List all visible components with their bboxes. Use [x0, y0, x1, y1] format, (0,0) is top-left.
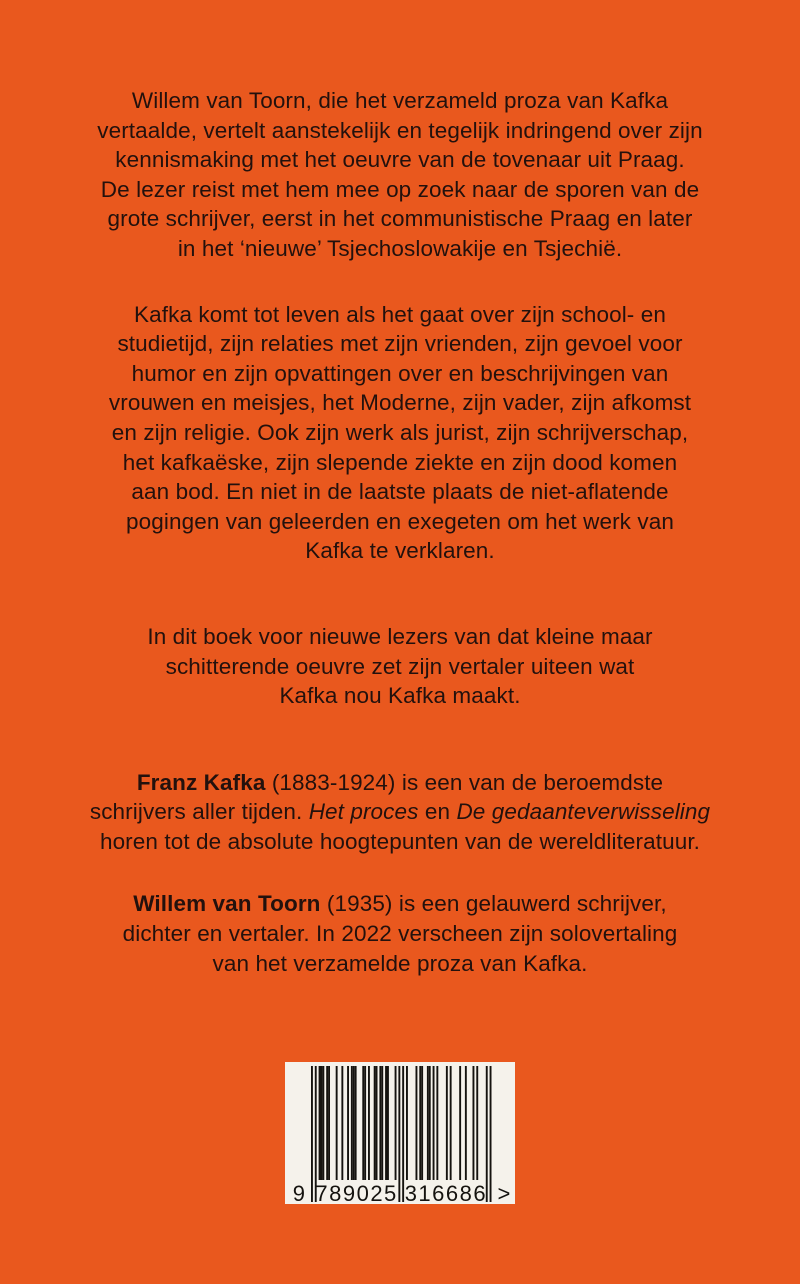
text-line: Franz Kafka (1883-1924) is een van de beroemdste [136, 769, 664, 795]
barcode-bar [374, 1066, 376, 1180]
text-line: aan bod. En niet in de laatste plaats de niet-aflatende [131, 479, 669, 505]
barcode-bar [347, 1066, 349, 1180]
barcode-bars [285, 1062, 515, 1204]
barcode-bar [429, 1066, 431, 1180]
barcode-bar [427, 1066, 429, 1180]
text-line: vertaalde, vertelt aanstekelijk en tegelijk indringend over zijn [97, 117, 703, 143]
barcode-digits-group1: 789025 [315, 1181, 398, 1205]
barcode-bar [351, 1066, 353, 1180]
text-line: schitterende oeuvre zet zijn vertaler uiteen wat [165, 653, 635, 679]
barcode-bar [328, 1066, 330, 1180]
text-line: studietijd, zijn relaties met zijn vrienden, zijn gevoel voor [117, 331, 683, 357]
paragraph-pitch [50, 622, 750, 711]
text-line: grote schrijver, eerst in het communistische Praag en later [107, 206, 693, 232]
barcode-bar [421, 1066, 423, 1180]
text-line: Willem van Toorn (1935) is een gelauwerd schrijver, [133, 891, 667, 917]
barcode-bar [433, 1066, 435, 1180]
text-line: en zijn religie. Ook zijn werk als jurist, zijn schrijverschap, [111, 419, 689, 445]
text-line: Kafka nou Kafka maakt. [279, 683, 521, 709]
barcode-bar [406, 1066, 408, 1180]
text-line: Kafka komt tot leven als het gaat over zijn school- en [134, 301, 666, 327]
barcode-bar [379, 1066, 381, 1180]
text-line: in het ‘nieuwe’ Tsjechoslowakije en Tsjechië. [177, 235, 623, 261]
barcode-bar [450, 1066, 452, 1180]
barcode-bar [465, 1066, 467, 1180]
barcode-bar [362, 1066, 364, 1180]
barcode-bar [395, 1066, 397, 1180]
barcode-bar [341, 1066, 343, 1180]
barcode-bar [364, 1066, 366, 1180]
barcode-bar [398, 1066, 400, 1202]
isbn-barcode [285, 1062, 515, 1204]
barcode-bar [476, 1066, 478, 1180]
text-line: vrouwen en meisjes, het Moderne, zijn vader, zijn afkomst [108, 390, 692, 416]
paragraph-bio-franz-kafka [50, 768, 750, 857]
text-line: Kafka te verklaren. [305, 538, 495, 564]
text-line: De lezer reist met hem mee op zoek naar de sporen van de [100, 176, 700, 202]
barcode-bar [419, 1066, 421, 1180]
barcode-bar [385, 1066, 387, 1180]
barcode-bar [353, 1066, 355, 1180]
paragraph-bio-willem-van-toorn [50, 889, 750, 978]
barcode-bar [473, 1066, 475, 1180]
text-line: schrijvers aller tijden. Het proces en De gedaanteverwisseling [89, 799, 711, 825]
text-line: In dit boek voor nieuwe lezers van dat kleine maar [147, 623, 653, 649]
text-line: dichter en vertaler. In 2022 verscheen zijn solovertaling [122, 921, 678, 947]
text-line: van het verzamelde proza van Kafka. [212, 950, 588, 976]
barcode-bar [381, 1066, 383, 1180]
barcode-bar [459, 1066, 461, 1180]
text-line: pogingen van geleerden en exegeten om het werk van [126, 508, 674, 534]
paragraph-intro [50, 86, 750, 264]
barcode-bar [436, 1066, 438, 1180]
barcode-bar [311, 1066, 313, 1202]
barcode-bar [319, 1066, 321, 1180]
barcode-digit-prefix: 9 [292, 1181, 305, 1205]
text-line: Willem van Toorn, die het verzameld proza van Kafka [131, 88, 669, 113]
barcode-bar [376, 1066, 378, 1180]
barcode-trailing-arrow: > [497, 1181, 511, 1205]
barcode-bar [416, 1066, 418, 1180]
text-line: humor en zijn opvattingen over en beschrijvingen van [131, 360, 669, 386]
barcode-bar [336, 1066, 338, 1180]
barcode-bar [446, 1066, 448, 1180]
barcode-bar [322, 1066, 324, 1180]
text-line: horen tot de absolute hoogtepunten van de wereldliteratuur. [99, 828, 701, 854]
text-line: het kafkaëske, zijn slepende ziekte en zijn dood komen [122, 449, 678, 475]
barcode-bar [387, 1066, 389, 1180]
paragraph-themes [50, 300, 750, 566]
barcode-bar [355, 1066, 357, 1180]
barcode-digits-group2: 316686 [404, 1181, 488, 1205]
barcode-bar [326, 1066, 328, 1180]
barcode-bar [368, 1066, 370, 1180]
barcode-bar [321, 1066, 323, 1180]
barcode-bar [490, 1066, 492, 1202]
text-line: kennismaking met het oeuvre van de tovenaar uit Praag. [115, 147, 685, 173]
